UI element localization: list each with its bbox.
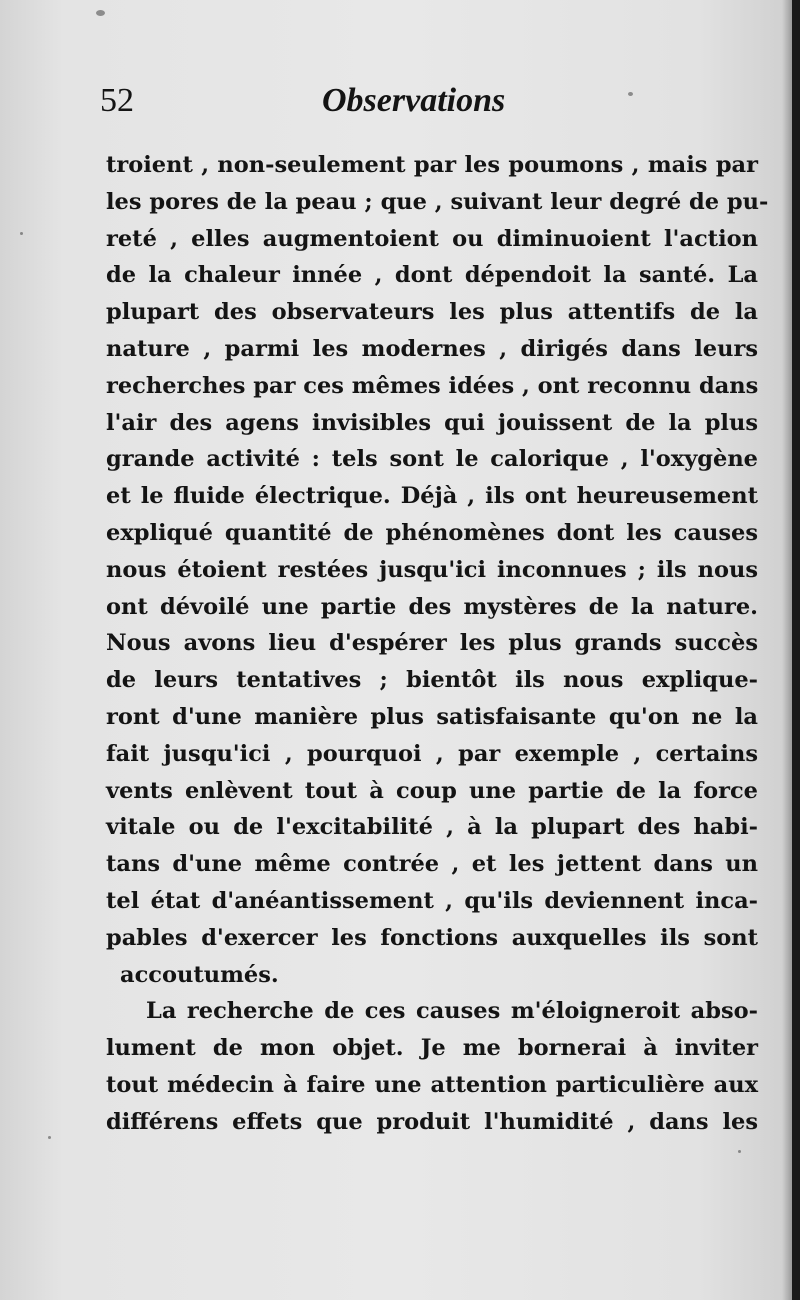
text-line: pables d'exercer les fonctions auxquelles ils sont	[106, 924, 758, 951]
text-line: vitale ou de l'excitabilité , à la plupart des habi-	[106, 814, 758, 841]
text-line: nature , parmi les modernes , dirigés dans leurs	[106, 335, 758, 362]
text-line: fait jusqu'ici , pourquoi , par exemple , certains	[106, 740, 758, 767]
text-line: l'air des agens invisibles qui jouissent de la plus	[106, 409, 758, 436]
text-line: et le fluide électrique. Déjà , ils ont heureusement	[106, 483, 758, 510]
page-number: 52	[100, 82, 134, 119]
text-line: tel état d'anéantissement , qu'ils deviennent inca-	[106, 887, 758, 914]
paper-speck	[20, 232, 23, 235]
text-line: tans d'une même contrée , et les jettent dans un	[106, 851, 758, 878]
text-line: nous étoient restées jusqu'ici inconnues ; ils nous	[106, 556, 758, 583]
text-line: de la chaleur innée , dont dépendoit la santé. La	[106, 262, 758, 289]
text-line: vents enlèvent tout à coup une partie de la force	[106, 777, 758, 804]
text-line: Nous avons lieu d'espérer les plus grands succès	[106, 630, 758, 657]
text-line: troient , non-seulement par les poumons , mais par	[106, 152, 758, 178]
text-line: grande activité : tels sont le calorique , l'oxygène	[106, 446, 758, 473]
text-line: tout médecin à faire une attention particulière aux	[106, 1071, 758, 1098]
text-line: ront d'une manière plus satisfaisante qu'on ne la	[106, 703, 758, 730]
text-line: lument de mon objet. Je me bornerai à inviter	[106, 1035, 758, 1062]
page-edge-shadow	[782, 0, 792, 1300]
paper-speck	[628, 92, 633, 96]
text-line: ont dévoilé une partie des mystères de la nature.	[106, 593, 758, 620]
paper-speck	[738, 1150, 741, 1153]
paragraph-end-line: accoutumés.	[120, 961, 279, 988]
running-head: Observations	[322, 82, 506, 119]
text-line: recherches par ces mêmes idées , ont reconnu dans	[106, 372, 759, 399]
text-line: de leurs tentatives ; bientôt ils nous explique-	[106, 667, 758, 694]
text-line: les pores de la peau ; que , suivant leur degré de pu-	[106, 188, 769, 215]
paper-speck	[96, 10, 105, 16]
paper-speck	[48, 1136, 51, 1139]
paragraph-start-line: La recherche de ces causes m'éloigneroit abso-	[146, 998, 758, 1025]
text-line: reté , elles augmentoient ou diminuoient l'action	[106, 225, 758, 252]
body-text	[106, 147, 769, 1141]
text-line: différens effets que produit l'humidité , dans les	[106, 1108, 758, 1135]
text-line: plupart des observateurs les plus attentifs de la	[106, 299, 758, 326]
page-header	[100, 82, 760, 132]
text-line: expliqué quantité de phénomènes dont les causes	[106, 519, 758, 546]
